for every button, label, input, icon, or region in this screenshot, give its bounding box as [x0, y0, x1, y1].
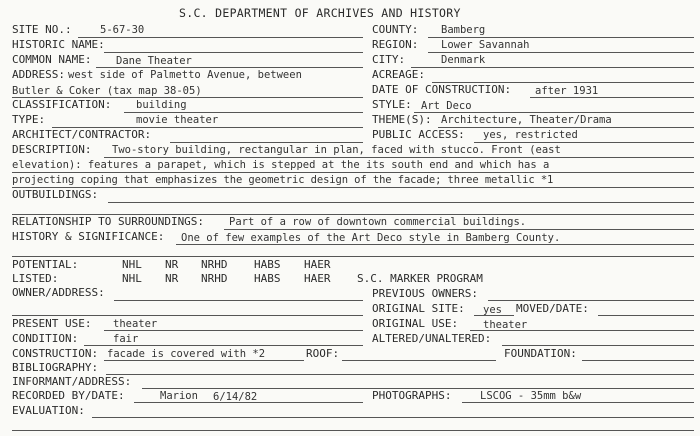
photographs-line: [462, 402, 694, 403]
moved-date-line: [598, 315, 694, 316]
relationship-label: RELATIONSHIP TO SURROUNDINGS:: [12, 215, 205, 228]
original-use-value: theater: [483, 319, 528, 331]
recorded-date-value: 6/14/82: [213, 391, 258, 403]
common-name-line: [96, 67, 363, 68]
description-rule-2: [12, 172, 694, 173]
potential-habs: HABS: [254, 258, 281, 271]
description-line-1: Two-story building, rectangular in plan, faced with stucco. Front (east: [112, 144, 561, 156]
potential-label: POTENTIAL:: [12, 258, 79, 271]
history-line: [176, 244, 694, 245]
description-line-2: elevation): features a parapet, which is stepped at the its south end and which has a: [12, 159, 550, 171]
present-use-line: [104, 330, 363, 331]
listed-nr: NR: [165, 272, 179, 285]
county-value: Bamberg: [441, 24, 486, 36]
owner-label: OWNER/ADDRESS:: [12, 286, 105, 299]
themes-value: Architecture, Theater/Drama: [441, 114, 612, 126]
classification-line: [124, 112, 363, 113]
address-label: ADDRESS:: [12, 68, 65, 81]
themes-line: [438, 127, 694, 128]
common-name-label: COMMON NAME:: [12, 53, 92, 66]
listed-label: LISTED:: [12, 272, 59, 285]
description-rule-1: [104, 157, 694, 158]
listed-nrhd: NRHD: [201, 272, 228, 285]
listed-nhl: NHL: [122, 272, 142, 285]
evaluation-line-2: [12, 430, 694, 431]
date-of-construction-value: after 1931: [535, 85, 599, 97]
original-site-label: ORIGINAL SITE:: [372, 302, 465, 315]
type-value: movie theater: [136, 114, 219, 126]
owner-line-2: [12, 315, 363, 316]
construction-line: [104, 360, 304, 361]
historic-name-line: [104, 52, 363, 53]
site-no-line: [78, 37, 363, 38]
original-site-line: [474, 315, 514, 316]
page-title: S.C. DEPARTMENT OF ARCHIVES AND HISTORY: [179, 6, 461, 20]
original-use-line: [470, 330, 694, 331]
themes-label: THEME(S):: [372, 113, 432, 126]
history-label: HISTORY & SIGNIFICANCE:: [12, 230, 165, 243]
region-value: Lower Savannah: [441, 39, 530, 51]
photographs-value: LSCOG - 35mm b&w: [480, 390, 582, 402]
city-value: Denmark: [441, 54, 486, 66]
date-of-construction-line: [530, 97, 694, 98]
acreage-label: ACREAGE:: [372, 68, 425, 81]
bibliography-label: BIBLIOGRAPHY:: [12, 361, 99, 374]
region-line: [428, 52, 694, 53]
listed-haer: HAER: [304, 272, 331, 285]
architect-line: [170, 142, 363, 143]
construction-value: facade is covered with *2: [107, 348, 266, 360]
owner-line: [114, 300, 363, 301]
public-access-value: yes, restricted: [483, 129, 578, 141]
altered-label: ALTERED/UNALTERED:: [372, 332, 492, 345]
foundation-line: [582, 360, 694, 361]
bibliography-line: [106, 374, 694, 375]
potential-haer: HAER: [304, 258, 331, 271]
listed-habs: HABS: [254, 272, 281, 285]
original-use-label: ORIGINAL USE:: [372, 317, 459, 330]
recorded-by-value: Marion: [160, 390, 198, 402]
description-rule-3: [12, 187, 694, 188]
address-value-1: west side of Palmetto Avenue, between: [68, 69, 302, 81]
history-value: One of few examples of the Art Deco style in Bamberg County.: [181, 232, 561, 244]
altered-line: [502, 345, 694, 346]
outbuildings-label: OUTBUILDINGS:: [12, 188, 99, 201]
outbuildings-line: [108, 202, 694, 203]
architect-label: ARCHITECT/CONTRACTOR:: [12, 128, 152, 141]
common-name-value: Dane Theater: [116, 55, 192, 67]
style-value: Art Deco: [421, 100, 472, 112]
site-no-label: SITE NO.:: [12, 23, 72, 36]
classification-label: CLASSIFICATION:: [12, 98, 112, 111]
public-access-label: PUBLIC ACCESS:: [372, 128, 465, 141]
informant-label: INFORMANT/ADDRESS:: [12, 375, 132, 388]
previous-owners-line: [488, 300, 694, 301]
potential-nr: NR: [165, 258, 179, 271]
relationship-value: Part of a row of downtown commercial buildings.: [229, 216, 527, 228]
style-line: [414, 112, 694, 113]
style-label: STYLE:: [372, 98, 412, 111]
city-label: CITY:: [372, 53, 406, 66]
historic-name-label: HISTORIC NAME:: [12, 38, 105, 51]
previous-owners-label: PREVIOUS OWNERS:: [372, 287, 478, 300]
present-use-label: PRESENT USE:: [12, 317, 92, 330]
evaluation-line: [92, 417, 694, 418]
evaluation-label: EVALUATION:: [12, 404, 85, 417]
foundation-label: FOUNDATION:: [504, 347, 577, 360]
potential-nrhd: NRHD: [201, 258, 228, 271]
photographs-label: PHOTOGRAPHS:: [372, 389, 452, 402]
condition-label: CONDITION:: [12, 332, 79, 345]
construction-label: CONSTRUCTION:: [12, 347, 99, 360]
recorded-by-line: [134, 402, 363, 403]
moved-date-label: MOVED/DATE:: [516, 302, 589, 315]
region-label: REGION:: [372, 38, 419, 51]
present-use-value: theater: [113, 318, 158, 330]
classification-value: building: [136, 99, 187, 111]
description-label: DESCRIPTION:: [12, 143, 92, 156]
roof-label: ROOF:: [306, 347, 340, 360]
city-line: [411, 67, 694, 68]
potential-nhl: NHL: [122, 258, 142, 271]
type-label: TYPE:: [12, 113, 46, 126]
original-site-value: yes: [483, 304, 502, 316]
address-value-2: Butler & Coker (tax map 38-05): [12, 85, 202, 97]
condition-value: fair: [113, 333, 139, 345]
roof-line: [342, 360, 496, 361]
public-access-line: [474, 142, 694, 143]
description-line-3: projecting coping that emphasizes the geometric design of the facade; three metallic *1: [12, 174, 554, 186]
condition-line: [84, 345, 363, 346]
county-line: [428, 37, 694, 38]
relationship-line: [224, 229, 694, 230]
history-line-2: [12, 256, 694, 257]
sc-marker-label: S.C. MARKER PROGRAM: [357, 272, 483, 285]
recorded-by-label: RECORDED BY/DATE:: [12, 389, 125, 402]
date-of-construction-label: DATE OF CONSTRUCTION:: [372, 83, 512, 96]
county-label: COUNTY:: [372, 23, 419, 36]
site-no-value: 5-67-30: [100, 24, 145, 36]
